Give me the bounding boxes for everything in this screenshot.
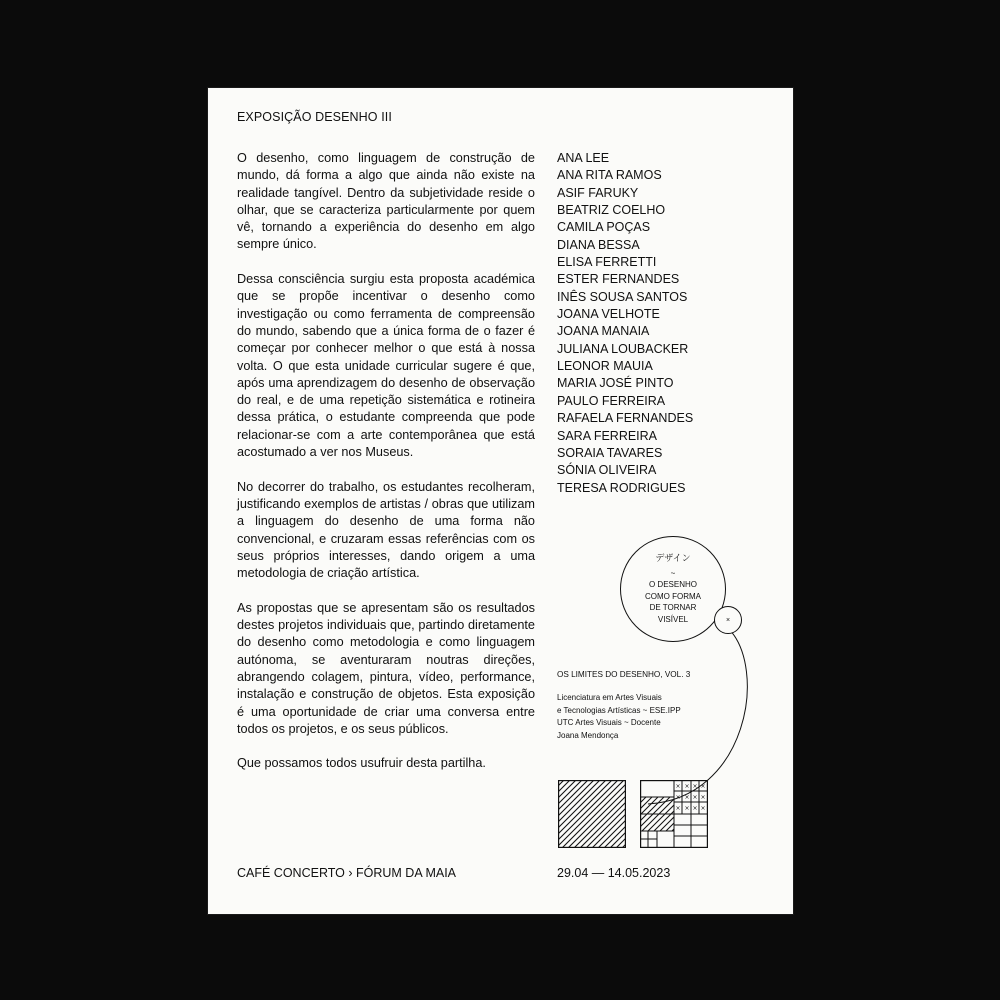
svg-text:×: ×	[684, 805, 690, 812]
circle-line: COMO FORMA	[645, 591, 701, 601]
svg-text:×: ×	[675, 805, 681, 812]
hatched-square-graphic	[558, 780, 626, 848]
grid-pattern-graphic	[640, 780, 708, 848]
series-title: OS LIMITES DO DESENHO, VOL. 3	[557, 670, 691, 679]
artist-name: JOANA MANAIA	[557, 324, 650, 339]
artist-name: MARIA JOSÉ PINTO	[557, 376, 674, 391]
artist-name: ANA LEE	[557, 151, 610, 165]
artist-name: RAFAELA FERNANDES	[557, 411, 694, 426]
artist-names-list	[557, 150, 693, 497]
artist-name: TERESA RODRIGUES	[557, 480, 686, 495]
artist-name: ESTER FERNANDES	[557, 272, 680, 287]
artist-name: ASIF FARUKY	[557, 185, 639, 200]
artist-name: BEATRIZ COELHO	[557, 203, 666, 218]
design-circle	[620, 536, 726, 642]
svg-text:×: ×	[700, 794, 706, 801]
circle-line: DE TORNAR	[649, 603, 697, 612]
artist-name: INÊS SOUSA SANTOS	[557, 289, 688, 304]
svg-text:×: ×	[684, 794, 690, 801]
artist-name: ANA RITA RAMOS	[557, 168, 662, 183]
x-mark: ×	[725, 616, 731, 624]
artist-name: LEONOR MAUIA	[557, 359, 653, 374]
venue-text: CAFÉ CONCERTO › FÓRUM DA MAIA	[237, 866, 457, 880]
body-paragraph: As propostas que se apresentam são os resultados destes projetos individuais que, partindo diretamente do desenho como metodologia e como linguagem autónoma, se aventuraram noutras direções, abrangendo colagem, pintura, vídeo, performance, instalação e construção de objetos. Esta exposição é uma oportunidade de criar uma conversa entre todos os projetos, e os seus públicos.	[237, 600, 535, 736]
artist-name: JULIANA LOUBACKER	[557, 341, 689, 356]
svg-text:×: ×	[675, 794, 681, 801]
svg-text:×: ×	[684, 783, 690, 790]
body-paragraph: O desenho, como linguagem de construção de mundo, dá forma a algo que ainda não existe na realidade tangível. Dentro da subjetividade reside o olhar, que se caracteriza particularmente por quem vê, tornando a experiência do desenho em algo sempre único.	[237, 151, 535, 252]
circle-tilde: ~	[670, 568, 676, 578]
credits-block	[557, 692, 681, 742]
svg-text:×: ×	[692, 783, 698, 790]
exhibition-poster	[208, 88, 793, 914]
credit-line: e Tecnologias Artísticas ~ ESE.IPP	[557, 705, 681, 715]
artist-name: SARA FERREIRA	[557, 428, 658, 443]
artist-name: SÓNIA OLIVEIRA	[557, 463, 657, 478]
body-paragraph: Que possamos todos usufruir desta partilha.	[237, 756, 486, 771]
artist-name: JOANA VELHOTE	[557, 307, 660, 322]
svg-text:×: ×	[700, 783, 706, 790]
svg-text:×: ×	[692, 805, 698, 812]
credit-line: UTC Artes Visuais ~ Docente	[557, 718, 661, 727]
poster-body-text	[237, 150, 535, 790]
svg-text:×: ×	[675, 783, 681, 790]
svg-text:×: ×	[692, 794, 698, 801]
credit-line: Licenciatura em Artes Visuais	[557, 693, 662, 702]
circle-japanese-text: デザイン	[655, 553, 691, 563]
body-paragraph: Dessa consciência surgiu esta proposta académica que se propõe incentivar o desenho como investigação ou como ferramenta de compreensão do mundo, sabendo que a única forma de o fazer é começar por conhecer melhor o que está à nossa volta. O que esta unidade curricular sugere é que, após uma aprendizagem do desenho de observação do real, e de uma repetição sistemática e rotineira dessa prática, o estudante compreenda que pode relacionar-se com a arte contemporânea que está acostumado a ver nos Museus.	[237, 272, 535, 460]
circle-line: O DESENHO	[648, 580, 697, 589]
artist-name: SORAIA TAVARES	[557, 445, 663, 460]
artist-name: CAMILA POÇAS	[557, 220, 651, 235]
artist-name: ELISA FERRETTI	[557, 255, 657, 270]
poster-title: EXPOSIÇÃO DESENHO III	[237, 110, 392, 124]
circle-line: VISÍVEL	[657, 614, 689, 624]
artist-name: DIANA BESSA	[557, 237, 640, 252]
svg-text:×: ×	[700, 805, 706, 812]
dates-text: 29.04 — 14.05.2023	[557, 866, 671, 880]
artist-name: PAULO FERREIRA	[557, 393, 666, 408]
credit-line: Joana Mendonça	[557, 730, 619, 740]
body-paragraph: No decorrer do trabalho, os estudantes recolheram, justificando exemplos de artistas / obras que utilizam a linguagem do desenho de uma forma não convencional, e cruzaram essas referências com os seus próprios interesses, dando origem a uma metodologia de criação artística.	[237, 479, 535, 581]
small-circle-x-icon	[714, 606, 742, 634]
